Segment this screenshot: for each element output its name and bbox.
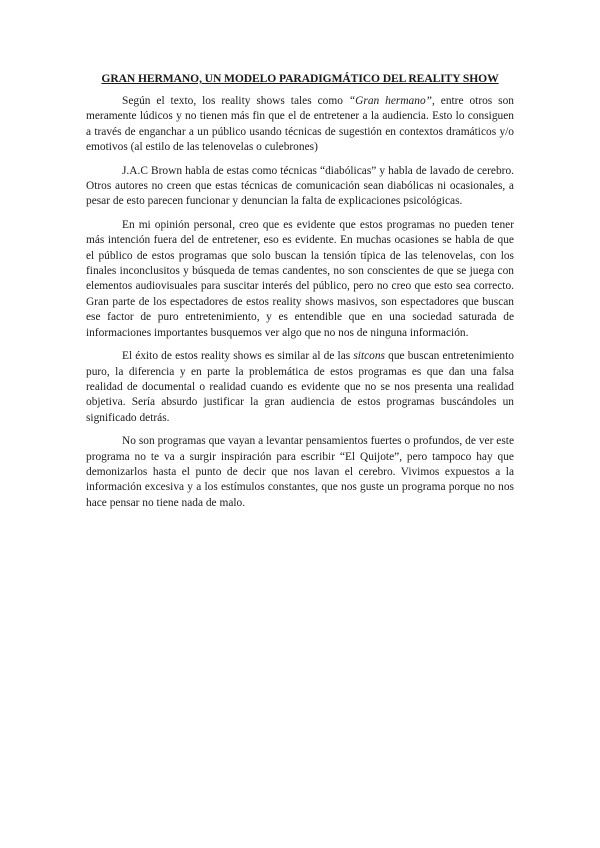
document-title: GRAN HERMANO, UN MODELO PARADIGMÁTICO DEL REALITY SHOW (101, 72, 499, 85)
paragraph-1-emphasis: “Gran hermano” (348, 95, 432, 107)
paragraph-1-text-a: Según el texto, los reality shows tales como (122, 95, 349, 107)
paragraph-4 (86, 349, 514, 426)
paragraph-2: J.A.C Brown habla de estas como técnicas “diabólicas” y habla de lavado de cerebro. Otros autores no creen que estas técnicas de comunicación sean diabólicas ni ocasionales, a pesar de esto parecen funcionar y denuncian la falta de explicaciones psicológicas. (86, 164, 514, 208)
paragraph-4-text-b: que buscan entretenimiento puro, la diferencia y en parte la problemática de estos programas es que dan una falsa realidad de documental o realidad cuando es evidente que no se nos presenta una realidad objetiva. Sería absurdo justificar la gran audiencia de estos programas buscándoles un significado detrás. (86, 350, 514, 424)
paragraph-5: No son programas que vayan a levantar pensamientos fuertes o profundos, de ver este programa no te va a surgir inspiración para escribir “El Quijote”, pero tampoco hay que demonizarlos hasta el punto de decir que nos lavan el cerebro. Vivimos expuestos a la información excesiva y a los estímulos constantes, que nos guste un programa porque no nos hace pensar no tiene nada de malo. (86, 435, 514, 509)
paragraph-1 (86, 94, 514, 156)
paragraph-4-emphasis: sitcons (353, 350, 385, 363)
paragraph-4-text-a: El éxito de estos reality shows es similar al de las (122, 350, 354, 363)
paragraph-3: En mi opinión personal, creo que es evidente que estos programas no pueden tener más intención fuera del de entretener, eso es evidente. En muchas ocasiones se habla de que el público de estos programas que solo buscan la tensión típica de las telenovelas, con los finales inconclusitos y búsqueda de temas candentes, no son conscientes de que se juega con elementos audiovisuales para suscitar interés del público, pero no creo que esto sea correcto. Gran parte de los espectadores de estos reality shows masivos, son espectadores que buscan ese factor de puro entretenimiento, y es entendible que en una sociedad saturada de informaciones importantes busquemos ver algo que no nos de ninguna información. (86, 218, 514, 339)
paragraph-1-text-b: , entre otros son meramente lúdicos y no tienen más fin que el de entretener a la audiencia. Esto lo consiguen a través de enganchar a un público usando técnicas de sugestión en contextos dramáticos y/o emotivos (al estilo de las telenovelas o culebrones) (86, 95, 514, 154)
